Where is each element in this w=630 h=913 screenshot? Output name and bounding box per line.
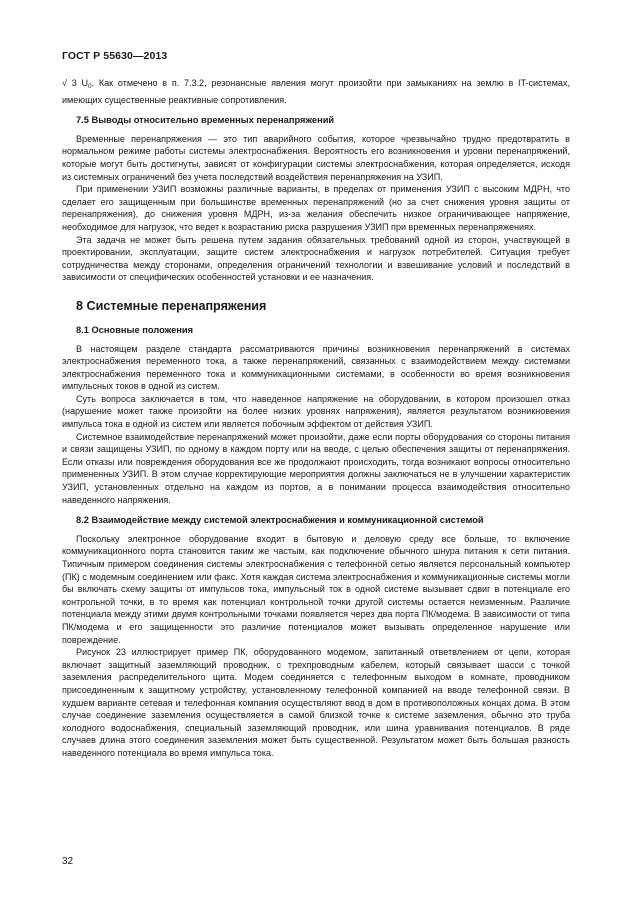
document-header: ГОСТ Р 55630—2013: [62, 50, 168, 62]
document-body: [62, 77, 570, 760]
intro-formula: √ 3 U: [62, 78, 88, 88]
intro-text: . Как отмечено в п. 7.3.2, резонансные явления могут произойти при замыканиях на землю в IT-системах, имеющих существенные реактивные сопротивления.: [62, 78, 570, 105]
section-7-5-paragraph: При применении УЗИП возможны различные варианты, в пределах от применения УЗИП с высоким МДРН, что сделает его защищенным при большинстве временных перенапряжений (но за счет снижения уровня защиты от перенапряжения), до снижения уровня МДРН, из-за желания обеспечить низкое ограничивающее напряжение, необходимое для нагрузок, что ведет к возрастанию риска разрушения УЗИП при временных перенапряжениях.: [62, 184, 570, 232]
intro-paragraph: [62, 77, 570, 106]
section-8-heading: 8 Системные перенапряжения: [76, 298, 267, 313]
intro-subscript: 0: [88, 83, 92, 90]
section-8-1-paragraph: Системное взаимодействие перенапряжений может произойти, даже если порты оборудования со стороны питания и связи защищены УЗИП, по одному в каждом порту или на вводе, с целью обеспечения защиты от перенапряжения. Если отказы или повреждения оборудования все же продолжают происходить, тогда возникают вопросы относительно примененных УЗИП. В этом случае корректирующие мероприятия должны заключаться не в улучшении характеристик УЗИП, установленных отдельно на каждом из портов, а в понимании процесса взаимодействия относительно наведенного напряжения.: [62, 431, 570, 505]
section-8-1-heading: 8.1 Основные положения: [76, 324, 194, 335]
section-7-5-paragraph: Временные перенапряжения — это тип аварийного события, которое чрезвычайно трудно предотвратить в нормальном режиме работы системы электроснабжения. Вероятность его возникновения и уровни перенапряжений, которые могут быть достигнуты, зависят от конфигурации системы электроснабжения, которая определяется, исходя из системных ограничений без учета последствий воздействия перенапряжения на УЗИП.: [62, 133, 570, 182]
section-7-5-heading: 7.5 Выводы относительно временных перенапряжений: [76, 115, 335, 126]
section-8-1-paragraph: Суть вопроса заключается в том, что наведенное напряжение на оборудовании, в котором произошел отказ (нарушение может также произойти на более низких уровнях напряжения), является результатом возникновения импульса тока в одной из систем или является побочным эффектом от действия УЗИП.: [62, 393, 570, 430]
section-8-2-paragraph: Рисунок 23 иллюстрирует пример ПК, оборудованного модемом, запитанный ответвлением от цепи, которая включает защитный заземляющий проводник, с трехпроводным кабелем, который связывает шасси с точкой заземления распределительного щита. Модем соединяется с телефонным выходом в комнате, проводником присоединенным к защитному устройству, установленному телефонной компанией на вводе телефонной связи. В худшем варианте сетевая и телефонная компания осуществляют ввод в дом в противоположных концах дома. В этом случае соединение заземления осуществляется в самой близкой точке к системе заземления, обычно это труба холодного водоснабжения, специальный заземляющий проводник, или шина уравнивания потенциалов. В ряде случаев длина этого соединения заземления может быть существенной. Результатом может быть большая разность наведенного потенциала во время импульса тока.: [62, 647, 570, 758]
section-8-1-paragraph: В настоящем разделе стандарта рассматриваются причины возникновения перенапряжений в системах электроснабжения переменного тока, а также перенапряжений, связанных с взаимодействием между системами электроснабжения переменного тока и коммуникационными системами, в особенности во время возникновения импульсных токов в одной из систем.: [62, 343, 570, 392]
section-7-5-paragraph: Эта задача не может быть решена путем задания обязательных требований одной из сторон, участвующей в проектировании, эксплуатации, защите систем электроснабжения и нагрузок потребителей. Ситуация требует сотрудничества между сторонами, определения ограничений технологии и взвешивание условий и последствий в зависимости от специфических особенностей установки и ее назначения.: [62, 234, 570, 283]
section-8-2-heading: 8.2 Взаимодействие между системой электроснабжения и коммуникационной системой: [76, 515, 484, 526]
page-number: 32: [62, 856, 74, 867]
section-8-2-paragraph: Поскольку электронное оборудование входит в бытовую и деловую среду все больше, то включение коммуникационного порта становится таким же частым, как подключение обычного шнура питания к сети питания. Типичным примером соединения системы электроснабжения с телефонной сетью является персональный компьютер (ПК) с модемным соединением или факс. Хотя каждая система электроснабжения и коммуникационные системы могли бы включать схему защиты от импульсов тока, импульсный ток в одной системе вызывает сдвиг в потенциале его контрольной точки, в то время как потенциал контрольной точки другой системы остается неизменным. Различие потенциала между этими двумя контрольными точками появляется через два порта ПК/модема. В зависимости от типа ПК/модема и его защищенности это различие потенциалов может вызывать определенное нарушение или повреждение.: [62, 533, 570, 645]
